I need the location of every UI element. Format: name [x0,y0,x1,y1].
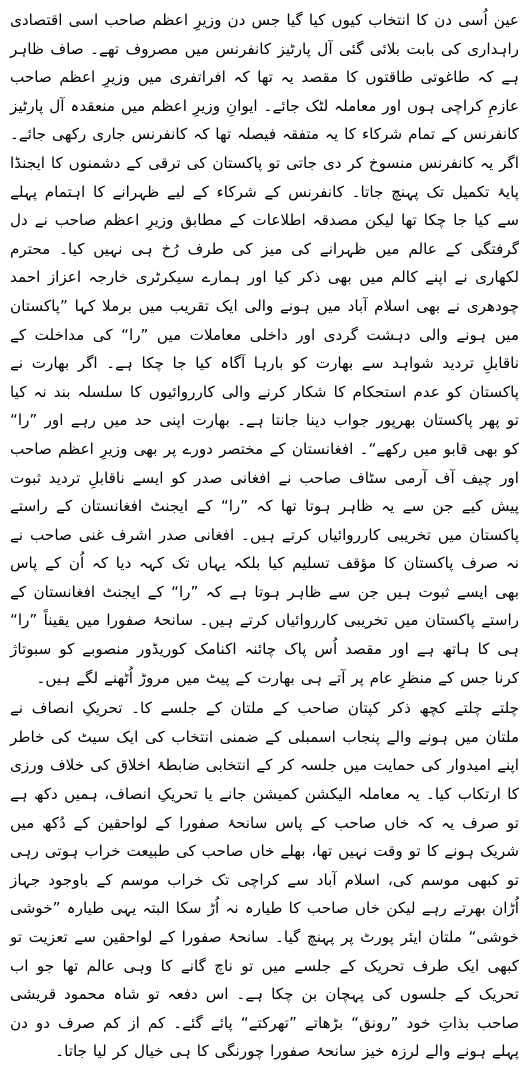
column-article [10,6,519,1066]
article-paragraph-2: چلتے چلتے کچھ ذکر کپتان صاحب کے ملتان کے جلسے کا۔ تحریکِ انصاف نے ملتان میں ہونے والے پنجاب اسمبلی کے ضمنی انتخاب کی ایک سیٹ کی خاطر اپنے امیدوار کی حمایت میں جلسہ کر کے انتخابی ضابطۂ اخلاق کی خلاف ورزی کا ارتکاب کیا۔ یہ معاملہ الیکشن کمیشن جانے یا تحریکِ انصاف، ہمیں دکھ ہے تو صرف یہ کہ خاں صاحب کے پاس سانحۂ صفورا کے لواحقین کے دُکھ میں شریک ہونے کا تو وقت نہیں تھا، بھلے خاں صاحب کی طبیعت خراب ہوتی رہی تو کبھی موسم کی، اسلام آباد سے کراچی تک خراب موسم کے باوجود جہاز اُڑان بھرتے رہے لیکن خاں صاحب کا طیارہ نہ اُڑ سکا البتہ یہی طیارہ ”خوشی خوشی“ ملتان ایئر پورٹ پر پہنچ گیا۔ سانحۂ صفورا کے لواحقین سے تعزیت تو کبھی ایک طرف تحریک کے جلسے میں تو ناچ گانے کا وہی عالم تھا جو اب تحریک کے جلسوں کی پہچان بن چکا ہے۔ اس دفعہ تو شاہ محمود قریشی صاحب بذاتِ خود ”رونق“ بڑھاتے ”تھرکتے“ پائے گئے۔ کم از کم صرف دو دن پہلے ہونے والے لرزہ خیز سانحۂ صفورا چورنگی کا ہی خیال کر لیا جاتا۔ [10,699,519,1061]
article-paragraph-1: عین اُسی دن کا انتخاب کیوں کیا گیا جس دن وزیرِ اعظم صاحب اسی اقتصادی راہداری کی بابت بلائی گئی آل پارٹیز کانفرنس میں مصروف تھے۔ صاف ظاہر ہے کہ طاغوتی طاقتوں کا مقصد یہ تھا کہ افراتفری میں وزیرِ اعظم صاحب عازمِ کراچی ہوں اور معاملہ لٹک جائے۔ ایوانِ وزیرِ اعظم میں منعقدہ آل پارٹیز کانفرنس کے تمام شرکاء کا یہ متفقہ فیصلہ تھا کہ کانفرنس جاری رکھی جائے۔ اگر یہ کانفرنس منسوخ کر دی جاتی تو پاکستان کی ترقی کے دشمنوں کا ایجنڈا پایۂ تکمیل تک پہنچ جاتا۔ کانفرنس کے شرکاء کے لیے ظہرانے کا اہتمام پہلے سے کیا جا چکا تھا لیکن مصدقہ اطلاعات کے مطابق وزیرِ اعظم صاحب نے دل گرفتگی کے عالم میں ظہرانے کی میز کی طرف رُخ ہی نہیں کیا۔ محترم لکھاری نے اپنے کالم میں بھی ذکر کیا اور ہمارے سیکرٹری خارجہ اعزاز احمد چودھری نے بھی اسلام آباد میں ہونے والی ایک تقریب میں برملا کہا ”پاکستان میں ہونے والی دہشت گردی اور داخلی معاملات میں ”را“ کی مداخلت کے ناقابلِ تردید شواہد سے بھارت کو بارہا آگاہ کیا جا چکا ہے۔ اگر بھارت نے پاکستان کو عدم استحکام کا شکار کرنے والی کارروائیوں کا سلسلہ بند نہ کیا تو پھر پاکستان بھرپور جواب دینا جانتا ہے۔ بھارت اپنی حد میں رہے اور ”را“ کو بھی قابو میں رکھے“۔ افغانستان کے مختصر دورے پر بھی وزیرِ اعظم صاحب اور چیف آف آرمی سٹاف صاحب نے افغانی صدر کو ایسے ناقابلِ تردید ثبوت پیش کیے جن سے یہ ظاہر ہوتا تھا کہ ”را“ کے ایجنٹ افغانستان کے راستے پاکستان میں تخریبی کارروائیاں کرتے ہیں۔ افغانی صدر اشرف غنی صاحب نے نہ صرف پاکستان کا مؤقف تسلیم کیا بلکہ یہاں تک کہہ دیا کہ اُن کے پاس بھی ایسے ثبوت ہیں جن سے ظاہر ہوتا ہے کہ ”را“ کے ایجنٹ افغانستان کے راستے پاکستان میں تخریبی کارروائیاں کرتے ہیں۔ سانحۂ صفورا میں یقیناً ”را“ ہی کا ہاتھ ہے اور مقصد اُس پاک چائنہ اکنامک کوریڈور منصوبے کو سبوتاژ کرنا جس کے منظرِ عام پر آتے ہی بھارت کے پیٹ میں مروڑ اُٹھنے لگے ہیں۔ [10,11,519,687]
